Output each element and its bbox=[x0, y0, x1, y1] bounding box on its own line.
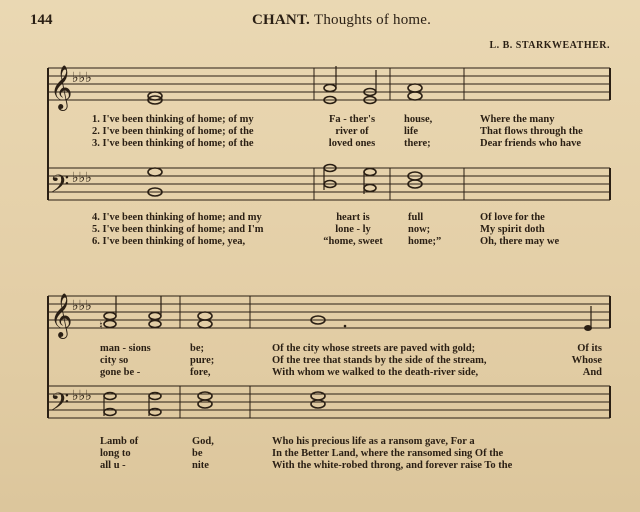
flat-icon: ♭♭♭ bbox=[72, 170, 92, 186]
lyric-line: Fa - ther's bbox=[328, 114, 376, 125]
lyric-line: home;” bbox=[408, 236, 442, 247]
treble-clef-icon: 𝄞 bbox=[50, 293, 73, 337]
lyric-line: 2. I've been thinking of home; of the bbox=[92, 126, 254, 137]
staff-1-bass bbox=[48, 168, 610, 200]
lyric-line: man - sions bbox=[100, 343, 151, 354]
lyrics-s2-col1 bbox=[100, 343, 172, 379]
lyric-line: With the white-robed throng, and forever raise To the bbox=[272, 460, 513, 471]
lyric-line: “home, sweet bbox=[323, 236, 383, 247]
lyric-line: house, bbox=[404, 114, 433, 125]
lyric-line: heart is bbox=[336, 212, 370, 223]
lyric-line: My spirit doth bbox=[480, 224, 545, 235]
lyric-line: 4. I've been thinking of home; and my bbox=[92, 212, 262, 223]
lyric-line: Whose bbox=[571, 355, 602, 366]
flat-icon: ♭♭♭ bbox=[72, 388, 92, 404]
lyric-line: Dear friends who have bbox=[480, 138, 582, 149]
lyric-line: God, bbox=[192, 436, 214, 447]
lyrics-s2b-col2 bbox=[192, 436, 214, 472]
lyric-line: gone be - bbox=[100, 367, 141, 378]
bass-clef-icon: 𝄢 bbox=[50, 388, 70, 423]
lyric-line: be; bbox=[190, 343, 204, 354]
lyric-line: In the Better Land, where the ransomed sing Of the bbox=[272, 448, 504, 459]
lyric-line: And bbox=[582, 367, 602, 378]
lyric-line: fore, bbox=[190, 367, 211, 378]
lyric-line: loved ones bbox=[328, 138, 376, 149]
lyrics-s2b-col3 bbox=[272, 436, 512, 472]
lyric-line: lone - ly bbox=[335, 224, 371, 235]
lyrics-s2-col3 bbox=[272, 343, 487, 379]
lyric-line: Of its bbox=[577, 343, 602, 354]
lyrics-s2b-col1 bbox=[100, 436, 172, 472]
staff-2-bass bbox=[48, 386, 610, 418]
lyric-line: Of love for the bbox=[480, 212, 545, 223]
lyric-line: city so bbox=[100, 355, 129, 366]
flat-icon: ♭♭♭ bbox=[72, 298, 92, 314]
lyric-line: long to bbox=[100, 448, 131, 459]
lyrics-s1b-col3 bbox=[480, 212, 559, 248]
lyric-line: river of bbox=[335, 126, 369, 137]
lyric-line: full bbox=[408, 212, 424, 223]
lyric-line: Of the tree that stands by the side of the stream, bbox=[272, 355, 487, 366]
lyric-line: 3. I've been thinking of home; of the bbox=[92, 138, 254, 149]
title-label: CHANT. bbox=[252, 12, 311, 28]
lyrics-s2-col4 bbox=[550, 343, 602, 379]
lyric-line: Lamb of bbox=[100, 436, 139, 447]
natural-icon: ♮ bbox=[99, 319, 103, 332]
lyric-line: all u - bbox=[100, 460, 126, 471]
lyric-line: now; bbox=[408, 224, 431, 235]
lyric-line: 1. I've been thinking of home; of my bbox=[92, 114, 254, 125]
lyrics-s1b-intro bbox=[92, 212, 264, 248]
lyric-line: nite bbox=[192, 460, 209, 471]
lyrics-s1-intro bbox=[92, 114, 254, 150]
flat-icon: ♭♭♭ bbox=[72, 70, 92, 86]
title-subtitle: Thoughts of home. bbox=[313, 12, 432, 28]
lyrics-s1b-col1 bbox=[318, 212, 388, 248]
lyrics-s1-col2 bbox=[404, 114, 432, 150]
lyric-line: pure; bbox=[190, 355, 215, 366]
bass-clef-icon: 𝄢 bbox=[50, 170, 70, 205]
lyric-line: be bbox=[192, 448, 203, 459]
lyrics-s2-col2 bbox=[190, 343, 214, 379]
lyric-line: With whom we walked to the death-river side, bbox=[272, 367, 479, 378]
lyric-line: That flows through the bbox=[480, 126, 583, 137]
lyrics-s1-col3 bbox=[480, 114, 583, 150]
lyric-line: Who his precious life as a ransom gave, For a bbox=[272, 436, 475, 447]
treble-clef-icon: 𝄞 bbox=[50, 65, 73, 109]
staff-2-treble bbox=[48, 296, 610, 328]
lyric-line: Where the many bbox=[480, 114, 555, 125]
lyric-line: Oh, there may we bbox=[480, 236, 560, 247]
page-number: 144 bbox=[30, 12, 53, 28]
lyric-line: 6. I've been thinking of home, yea, bbox=[92, 236, 246, 247]
lyric-line: there; bbox=[404, 138, 431, 149]
lyric-line: 5. I've been thinking of home; and I'm bbox=[92, 224, 264, 235]
lyric-line: Of the city whose streets are paved with gold; bbox=[272, 343, 476, 354]
composer-credit: L. B. STARKWEATHER. bbox=[489, 40, 610, 51]
lyric-line: life bbox=[404, 126, 418, 137]
lyrics-s1b-col2 bbox=[408, 212, 441, 248]
lyrics-s1-col1 bbox=[318, 114, 386, 150]
